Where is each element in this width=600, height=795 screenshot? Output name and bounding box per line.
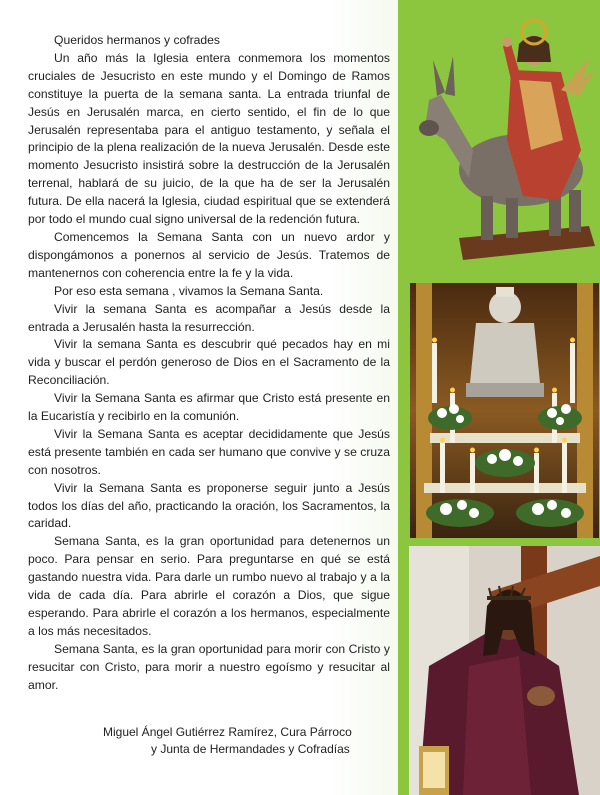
paragraph: Por eso esta semana , vivamos la Semana Santa. (54, 283, 324, 298)
salutation: Queridos hermanos y cofrades (54, 33, 221, 47)
paragraph: Comencemos la Semana Santa con un nuevo ardor y dispongámonos a ponernos al servicio de Jesús. Tratemos de mantenernos con coherencia entre la fe y la vida. (28, 229, 390, 280)
signature-line-1: Miguel Ángel Gutiérrez Ramírez, Cura Párroco (103, 725, 352, 739)
paragraph: Vivir la semana Santa es acompañar a Jesús desde la entrada a Jerusalén hasta la resurrección. (28, 301, 390, 334)
paragraph: Un año más la Iglesia entera conmemora los momentos cruciales de Jesucristo en este mundo y el Domingo de Ramos constituye la puerta de la semana santa. La entrada triunfal de Jesús en Jerusalén marca, en cierto sentido, el fin de lo que Jerusalén representaba para el antiguo testamento, y señala el principio de la plena realización de la nueva Jerusalén. Desde este momento Jesucristo insistirá sobre la destrucción de la Jerusalén terrenal, hablará de su juicio, de la que ha de ser la Jerusalén futura. De ella nacerá la Iglesia, ciudad espiritual que se extenderá por todo el mundo cual signo universal de la redención futura. (28, 50, 390, 227)
paragraph: Vivir la Semana Santa es aceptar decididamente que Jesús está presente también en cada ser humano que convive y se cruza con nosotros. (28, 426, 390, 477)
altar-monstrance-photo (410, 283, 599, 538)
palm-sunday-statue-photo (411, 0, 600, 270)
paragraph: Semana Santa, es la gran oportunidad para detenernos un poco. Para pensar en serio. Para preguntarse en qué se está gastando nuestra vida. Para darle un rumbo nuevo al trabajo y a la vida de cada día. Para abrirle el corazón a Dios, que sigue esperando. Para abrirle el corazón a los hermanos, especialmente a los más necesitados. (28, 534, 390, 638)
signature-line-2: y Junta de Hermandades y Cofradías (151, 742, 350, 756)
signature (103, 724, 393, 758)
paragraph: Vivir la Semana Santa es proponerse seguir junto a Jesús todos los días del año, practicando la oración, los Sacramentos, la caridad. (28, 480, 390, 531)
paragraph: Vivir la semana Santa es descubrir qué pecados hay en mi vida y buscar el perdón generoso de Dios en el Sacramento de la Reconciliación. (28, 337, 390, 388)
paragraph: Vivir la Semana Santa es afirmar que Cristo está presente en la Eucaristía y recibirlo en la comunión. (28, 391, 390, 424)
nazarene-cross-photo (409, 546, 600, 795)
paragraph: Semana Santa, es la gran oportunidad para morir con Cristo y resucitar con Cristo, para morir a nuestro egoísmo y resucitar al amor. (28, 641, 390, 692)
letter-body (28, 32, 390, 695)
